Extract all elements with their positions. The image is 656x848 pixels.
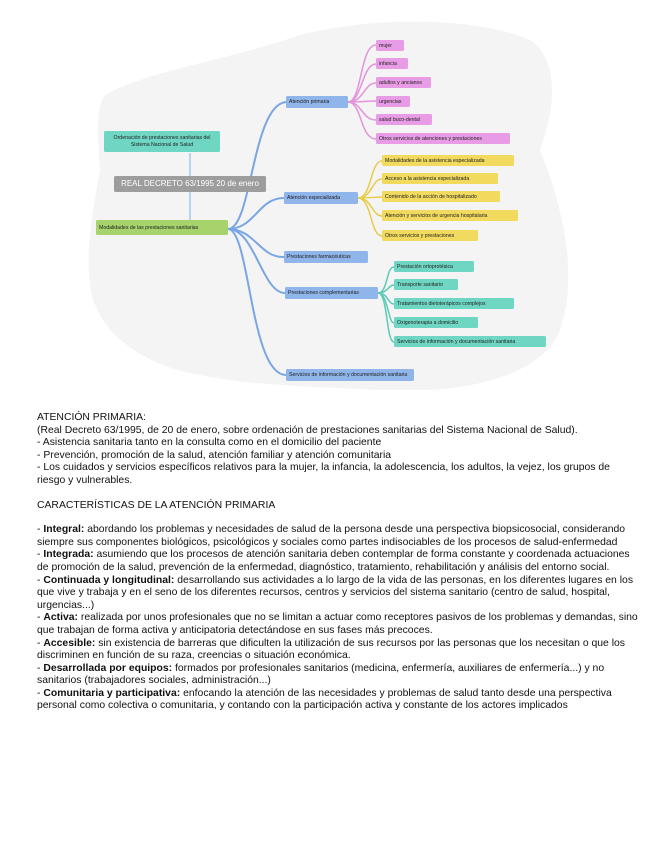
- characteristic-item: [37, 612, 639, 637]
- characteristic-item: [37, 638, 639, 663]
- characteristic-text: realizada por unos profesionales que no se limitan a actuar como receptores pasivos de los problemas y demandas, sino que trabajan de forma activa y anticipatoria detectándose en sus fases más precoces.: [37, 612, 638, 636]
- characteristic-prefix: -: [37, 662, 44, 674]
- characteristic-term: Comunitaria y participativa:: [43, 687, 181, 699]
- characteristic-term: Desarrollada por equipos:: [43, 662, 173, 674]
- characteristic-prefix: -: [37, 524, 44, 536]
- characteristic-text: asumiendo que los procesos de atención sanitaria deben contemplar de forma constante y coordenada actuaciones de promoción de la salud, prevención de la enfermedad, diagnóstico, tratamiento, rehabilitación y análisis del entorno social.: [37, 549, 630, 573]
- characteristics-heading: CARACTERÍSTICAS DE LA ATENCIÓN PRIMARIA: [37, 499, 276, 511]
- leaf-complementary-oxygen: Oxigenoterapia a domicilio: [394, 317, 478, 328]
- characteristic-prefix: -: [37, 637, 44, 649]
- characteristic-text: abordando los problemas y necesidades de salud de la persona desde una perspectiva biopsicosocial, considerando siempre sus componentes biológicos, psicológicos y sociales como partes indisociables de los procesos de salud-enfermedad: [37, 524, 626, 548]
- top-node: Ordenación de prestaciones sanitarias del Sistema Nacional de Salud: [104, 131, 220, 152]
- characteristic-term: Accesible:: [43, 637, 96, 649]
- characteristic-item: [37, 575, 639, 613]
- leaf-primary-women: mujer: [376, 40, 404, 51]
- list-item: - Asistencia sanitaria tanto en la consulta como en el domicilio del paciente: [37, 437, 382, 449]
- characteristic-term: Activa:: [43, 612, 79, 624]
- branch-primary-care: Atención primaria: [286, 96, 348, 108]
- branch-specialized-care: Atención especializada: [284, 192, 358, 204]
- characteristic-term: Integrada:: [43, 549, 94, 561]
- characteristic-term: Continuada y longitudinal:: [43, 574, 175, 586]
- leaf-specialized-other: Otros servicios y prestaciones: [382, 230, 478, 241]
- leaf-complementary-information: Servicios de información y documentación sanitaria: [394, 336, 546, 347]
- list-item: - Los cuidados y servicios específicos relativos para la mujer, la infancia, la adolescencia, los adultos, la vejez, los grupos de riesgo y vulnerables.: [37, 462, 610, 486]
- leaf-complementary-transport: Transporte sanitario: [394, 279, 458, 290]
- leaf-primary-other: Otros servicios de atenciones y prestaciones: [376, 133, 510, 144]
- document-body: [37, 412, 639, 713]
- branch-complementary: Prestaciones complementarias: [285, 287, 378, 299]
- section-subtitle: (Real Decreto 63/1995, de 20 de enero, sobre ordenación de prestaciones sanitarias del Sistema Nacional de Salud).: [37, 424, 578, 436]
- characteristic-text: formados por profesionales sanitarios (medicina, enfermería, auxiliares de enfermería...) y no sanitarios (trabajadores sociales, administración...): [37, 662, 605, 687]
- characteristic-item: [37, 549, 639, 574]
- leaf-specialized-emergency: Atención y servicios de urgencia hospitalaria: [382, 210, 518, 221]
- branch-pharmaceutical: Prestaciones farmacéuticas: [284, 251, 368, 263]
- characteristic-prefix: -: [37, 574, 44, 586]
- list-item: - Prevención, promoción de la salud, atención familiar y atención comunitaria: [37, 449, 392, 461]
- characteristic-prefix: -: [37, 549, 44, 561]
- leaf-primary-childhood: infancia: [376, 58, 408, 69]
- leaf-primary-adults: adultos y ancianos: [376, 77, 431, 88]
- leaf-complementary-orthoprosthetic: Prestación ortoprotésica: [394, 261, 474, 272]
- section-heading: ATENCIÓN PRIMARIA:: [37, 412, 146, 423]
- characteristic-text: enfocando la atención de las necesidades y problemas de salud tanto desde una perspectiva personal como colectiva o comunitaria, y contando con la participación activa y constante de los actores implicados: [37, 687, 612, 712]
- map-backdrop: [89, 22, 569, 390]
- leaf-complementary-diet: Tratamientos dietoterápicos complejos: [394, 298, 514, 309]
- characteristic-text: desarrollando sus actividades a lo largo de la vida de las personas, en los diferentes lugares en los que vive y trabaja y en el seno de los diferentes recursos, centros y servicios del sistema sanitario (centro de salud, hospital, urgencias...): [37, 574, 634, 611]
- leaf-specialized-content: Contenido de la acción de hospitalizado: [382, 191, 500, 202]
- mind-map: [0, 0, 656, 390]
- modalities-node: Modalidades de las prestaciones sanitarias: [96, 220, 228, 235]
- characteristic-item: [37, 688, 639, 713]
- characteristic-prefix: -: [37, 687, 44, 699]
- characteristic-prefix: -: [37, 612, 44, 624]
- branch-information: Servicios de información y documentación sanitaria: [286, 369, 414, 381]
- characteristic-term: Integral:: [43, 524, 85, 536]
- characteristic-item: [37, 663, 639, 688]
- leaf-specialized-modalities: Modalidades de la asistencia especializada: [382, 155, 514, 166]
- characteristic-item: [37, 524, 639, 549]
- characteristic-text: sin existencia de barreras que dificulten la utilización de sus recursos por las personas que los necesitan o que los discriminen en función de su raza, creencias o situación económica.: [37, 637, 625, 662]
- leaf-specialized-access: Acceso a la asistencia especializada: [382, 173, 498, 184]
- leaf-primary-dental: salud buco-dental: [376, 114, 432, 125]
- root-node: REAL DECRETO 63/1995 20 de enero: [114, 176, 266, 192]
- leaf-primary-urgencies: urgencias: [376, 96, 410, 107]
